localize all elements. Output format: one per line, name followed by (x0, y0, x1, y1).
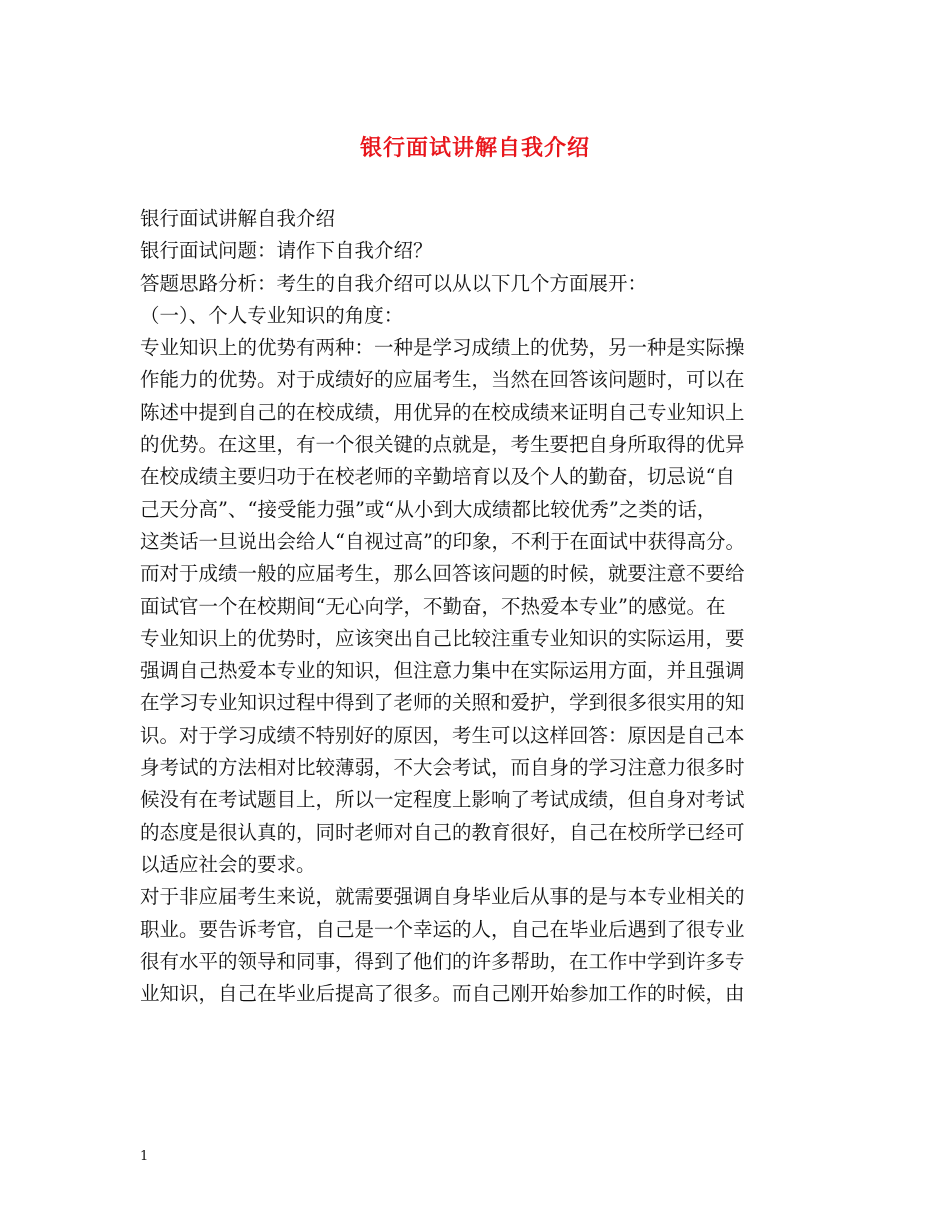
page-number: 1 (140, 1149, 149, 1164)
text-line: 陈述中提到自己的在校成绩，用优异的在校成绩来证明自己专业知识上 (140, 400, 745, 424)
text-line: 这类话一旦说出会给人“自视过高”的印象，不利于在面试中获得高分。 (140, 529, 745, 553)
text-line: 作能力的优势。对于成绩好的应届考生，当然在回答该问题时，可以在 (140, 368, 745, 392)
text-line: 以适应社会的要求。 (140, 852, 316, 876)
text-line: 很有水平的领导和同事，得到了他们的许多帮助，在工作中学到许多专 (140, 949, 745, 973)
text-line: 的优势。在这里，有一个很关键的点就是，考生要把自身所取得的优异 (140, 433, 745, 457)
text-line: 对于非应届考生来说，就需要强调自身毕业后从事的是与本专业相关的 (140, 885, 745, 909)
text-line: 身考试的方法相对比较薄弱，不大会考试，而自身的学习注意力很多时 (140, 756, 745, 780)
text-line: 专业知识上的优势有两种：一种是学习成绩上的优势，另一种是实际操 (140, 336, 745, 360)
text-line: 答题思路分析：考生的自我介绍可以从以下几个方面展开： (140, 271, 648, 295)
text-line: 专业知识上的优势时，应该突出自己比较注重专业知识的实际运用，要 (140, 626, 745, 650)
text-line: 业知识，自己在毕业后提高了很多。而自己刚开始参加工作的时候，由 (140, 982, 745, 1006)
text-line: 银行面试问题：请作下自我介绍？ (140, 239, 433, 263)
document-title: 银行面试讲解自我介绍 (359, 135, 590, 161)
text-line: 识。对于学习成绩不特别好的原因，考生可以这样回答：原因是自己本 (140, 723, 745, 747)
text-line: 面试官一个在校期间“无心向学，不勤奋，不热爱本专业”的感觉。在 (140, 594, 726, 618)
text-line: 候没有在考试题目上，所以一定程度上影响了考试成绩，但自身对考试 (140, 788, 745, 812)
text-line: 职业。要告诉考官，自己是一个幸运的人，自己在毕业后遇到了很专业 (140, 917, 745, 941)
text-line: 而对于成绩一般的应届考生，那么回答该问题的时候，就要注意不要给 (140, 562, 745, 586)
text-line: 强调自己热爱本专业的知识，但注意力集中在实际运用方面，并且强调 (140, 659, 745, 683)
text-line: 的态度是很认真的，同时老师对自己的教育很好，自己在校所学已经可 (140, 820, 745, 844)
document-body (140, 203, 815, 1010)
text-line: 在校成绩主要归功于在校老师的辛勤培育以及个人的勤奋，切忌说“自 (140, 465, 735, 489)
text-line: 己天分高”、“接受能力强”或“从小到大成绩都比较优秀”之类的话， (140, 497, 717, 521)
text-line: （一）、个人专业知识的角度： (140, 303, 404, 327)
text-line: 银行面试讲解自我介绍 (140, 207, 336, 230)
text-line: 在学习专业知识过程中得到了老师的关照和爱护，学到很多很实用的知 (140, 691, 745, 715)
